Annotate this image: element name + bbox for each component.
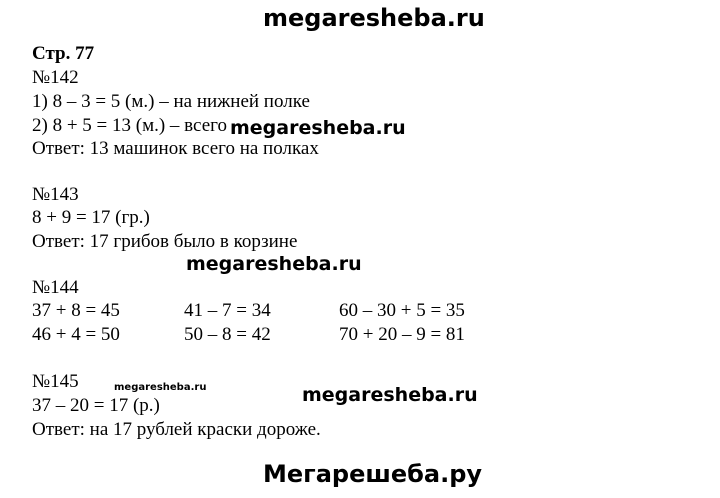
- task-144-number: №144: [32, 277, 79, 298]
- task-143-equation: 8 + 9 = 17 (гр.): [32, 207, 150, 228]
- watermark-mid-2: megaresheba.ru: [186, 253, 362, 275]
- watermark-mid-1: megaresheba.ru: [230, 117, 406, 139]
- page-label: Стр. 77: [32, 43, 95, 64]
- task-144-r2-c2: 50 – 8 = 42: [184, 324, 271, 345]
- task-145-answer: Ответ: на 17 рублей краски дороже.: [32, 419, 321, 440]
- watermark-mid-3: megaresheba.ru: [302, 384, 478, 406]
- task-144-r1-c3: 60 – 30 + 5 = 35: [339, 300, 465, 321]
- task-144-r1-c2: 41 – 7 = 34: [184, 300, 271, 321]
- watermark-top: megaresheba.ru: [263, 4, 485, 32]
- task-142-answer: Ответ: 13 машинок всего на полках: [32, 138, 319, 159]
- task-145-number: №145: [32, 371, 79, 392]
- task-144-r2-c3: 70 + 20 – 9 = 81: [339, 324, 465, 345]
- task-142-step-1: 1) 8 – 3 = 5 (м.) – на нижней полке: [32, 91, 310, 112]
- watermark-small: megaresheba.ru: [114, 382, 207, 393]
- task-144-r1-c1: 37 + 8 = 45: [32, 300, 120, 321]
- task-145-equation: 37 – 20 = 17 (р.): [32, 395, 160, 416]
- task-143-answer: Ответ: 17 грибов было в корзине: [32, 231, 298, 252]
- task-143-number: №143: [32, 184, 79, 205]
- task-142-step-2: 2) 8 + 5 = 13 (м.) – всего: [32, 115, 227, 136]
- task-142-number: №142: [32, 67, 79, 88]
- task-144-r2-c1: 46 + 4 = 50: [32, 324, 120, 345]
- watermark-bottom: Мегарешеба.ру: [263, 460, 483, 488]
